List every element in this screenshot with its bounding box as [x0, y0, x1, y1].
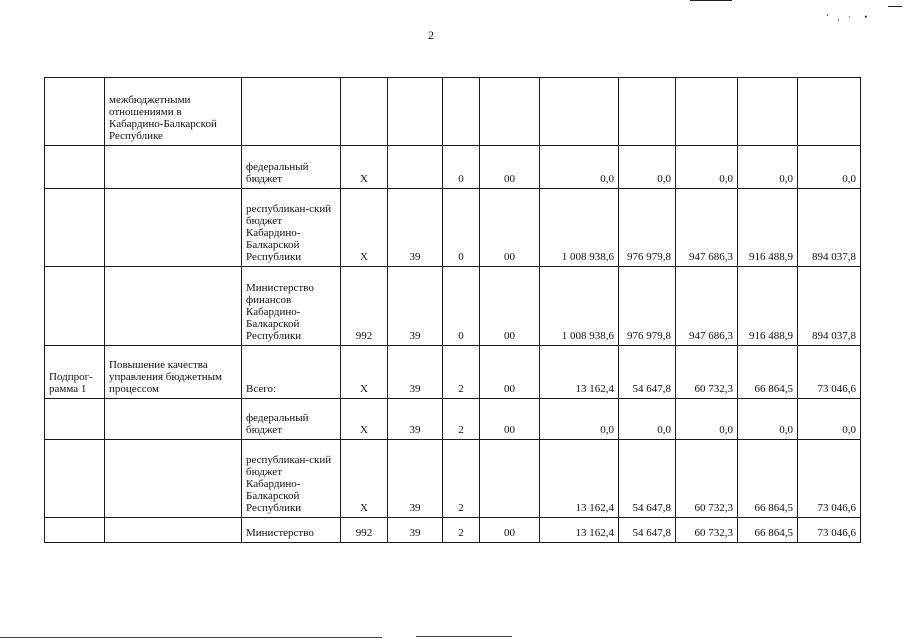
- cell-code: [45, 189, 105, 267]
- cell-om: [480, 440, 540, 518]
- cell-gp: 39: [388, 189, 443, 267]
- cell-om: 00: [480, 399, 540, 440]
- cell-amount-4: 66 864,5: [738, 518, 798, 543]
- cell-grbs: X: [341, 189, 388, 267]
- cell-amount-2: [619, 78, 676, 146]
- cell-amount-1: 0,0: [540, 146, 619, 189]
- cell-amount-3: 947 686,3: [676, 267, 738, 346]
- cell-grbs: X: [341, 399, 388, 440]
- cell-code: [45, 267, 105, 346]
- cell-amount-5: 73 046,6: [798, 518, 861, 543]
- cell-funding-source: республикан-ский бюджет Кабардино-Балкарской Республики: [242, 440, 341, 518]
- cell-funding-source: республикан-ский бюджет Кабардино-Балкарской Республики: [242, 189, 341, 267]
- cell-pgp: 2: [443, 518, 480, 543]
- cell-om: 00: [480, 146, 540, 189]
- cell-om: 00: [480, 267, 540, 346]
- cell-program-name: [105, 399, 242, 440]
- cell-amount-5: 894 037,8: [798, 189, 861, 267]
- cell-amount-2: 54 647,8: [619, 518, 676, 543]
- cell-amount-1: 13 162,4: [540, 518, 619, 543]
- cell-funding-source: Министерство: [242, 518, 341, 543]
- cell-code: [45, 399, 105, 440]
- cell-gp: 39: [388, 267, 443, 346]
- cell-amount-3: 0,0: [676, 399, 738, 440]
- cell-code: [45, 146, 105, 189]
- cell-code: [45, 440, 105, 518]
- cell-program-name: [105, 146, 242, 189]
- cell-grbs: [341, 78, 388, 146]
- cell-amount-1: 0,0: [540, 399, 619, 440]
- cell-grbs: 992: [341, 518, 388, 543]
- scan-mark-bottom-line-2: [416, 636, 512, 637]
- scan-mark-top-line-2: [888, 6, 902, 7]
- cell-code: Подпрог-рамма 1: [45, 346, 105, 399]
- cell-pgp: [443, 78, 480, 146]
- cell-amount-3: 60 732,3: [676, 518, 738, 543]
- budget-table: [44, 77, 861, 543]
- cell-amount-3: 0,0: [676, 146, 738, 189]
- cell-program-name: [105, 267, 242, 346]
- cell-code: [45, 78, 105, 146]
- scan-mark-scribble-icon: ‘ , · •: [826, 12, 871, 22]
- cell-gp: 39: [388, 399, 443, 440]
- cell-funding-source: федеральный бюджет: [242, 399, 341, 440]
- cell-amount-4: 0,0: [738, 399, 798, 440]
- cell-gp: 39: [388, 518, 443, 543]
- cell-amount-4: 916 488,9: [738, 267, 798, 346]
- table-row: [45, 78, 861, 146]
- cell-pgp: 2: [443, 346, 480, 399]
- cell-program-name: [105, 518, 242, 543]
- table-row: [45, 346, 861, 399]
- cell-code: [45, 518, 105, 543]
- cell-gp: 39: [388, 440, 443, 518]
- cell-amount-5: 0,0: [798, 399, 861, 440]
- cell-grbs: X: [341, 146, 388, 189]
- cell-amount-5: 0,0: [798, 146, 861, 189]
- cell-amount-2: 976 979,8: [619, 189, 676, 267]
- cell-pgp: 2: [443, 399, 480, 440]
- cell-amount-4: 66 864,5: [738, 346, 798, 399]
- cell-funding-source: федеральный бюджет: [242, 146, 341, 189]
- cell-amount-2: 0,0: [619, 146, 676, 189]
- cell-amount-3: [676, 78, 738, 146]
- page-number: 2: [428, 28, 434, 42]
- cell-amount-5: 73 046,6: [798, 346, 861, 399]
- cell-pgp: 0: [443, 267, 480, 346]
- cell-funding-source: Всего:: [242, 346, 341, 399]
- cell-amount-4: 916 488,9: [738, 189, 798, 267]
- cell-gp: 39: [388, 346, 443, 399]
- cell-amount-1: [540, 78, 619, 146]
- cell-amount-3: 60 732,3: [676, 346, 738, 399]
- cell-amount-1: 1 008 938,6: [540, 189, 619, 267]
- cell-gp: [388, 146, 443, 189]
- cell-om: 00: [480, 518, 540, 543]
- cell-pgp: 0: [443, 189, 480, 267]
- cell-gp: [388, 78, 443, 146]
- cell-amount-5: [798, 78, 861, 146]
- cell-amount-2: 54 647,8: [619, 440, 676, 518]
- cell-om: [480, 78, 540, 146]
- table-row: [45, 518, 861, 543]
- scan-mark-top-line-1: [690, 0, 732, 1]
- cell-amount-3: 60 732,3: [676, 440, 738, 518]
- cell-amount-2: 976 979,8: [619, 267, 676, 346]
- cell-grbs: X: [341, 346, 388, 399]
- cell-grbs: X: [341, 440, 388, 518]
- cell-grbs: 992: [341, 267, 388, 346]
- cell-amount-3: 947 686,3: [676, 189, 738, 267]
- cell-program-name: [105, 189, 242, 267]
- table-row: [45, 189, 861, 267]
- cell-program-name: [105, 440, 242, 518]
- cell-amount-4: [738, 78, 798, 146]
- cell-amount-1: 13 162,4: [540, 346, 619, 399]
- cell-program-name: Повышение качества управления бюджетным процессом: [105, 346, 242, 399]
- cell-amount-2: 54 647,8: [619, 346, 676, 399]
- cell-amount-2: 0,0: [619, 399, 676, 440]
- cell-funding-source: [242, 78, 341, 146]
- cell-funding-source: Министерство финансов Кабардино-Балкарской Республики: [242, 267, 341, 346]
- table-row: [45, 440, 861, 518]
- table-row: [45, 399, 861, 440]
- cell-amount-5: 894 037,8: [798, 267, 861, 346]
- cell-om: 00: [480, 346, 540, 399]
- cell-om: 00: [480, 189, 540, 267]
- cell-pgp: 0: [443, 146, 480, 189]
- cell-amount-1: 13 162,4: [540, 440, 619, 518]
- cell-amount-4: 0,0: [738, 146, 798, 189]
- scan-mark-bottom-line-1: [0, 637, 382, 638]
- table-row: [45, 146, 861, 189]
- cell-amount-4: 66 864,5: [738, 440, 798, 518]
- cell-amount-1: 1 008 938,6: [540, 267, 619, 346]
- cell-pgp: 2: [443, 440, 480, 518]
- table-row: [45, 267, 861, 346]
- cell-amount-5: 73 046,6: [798, 440, 861, 518]
- cell-program-name: межбюджетными отношениями в Кабардино-Балкарской Республике: [105, 78, 242, 146]
